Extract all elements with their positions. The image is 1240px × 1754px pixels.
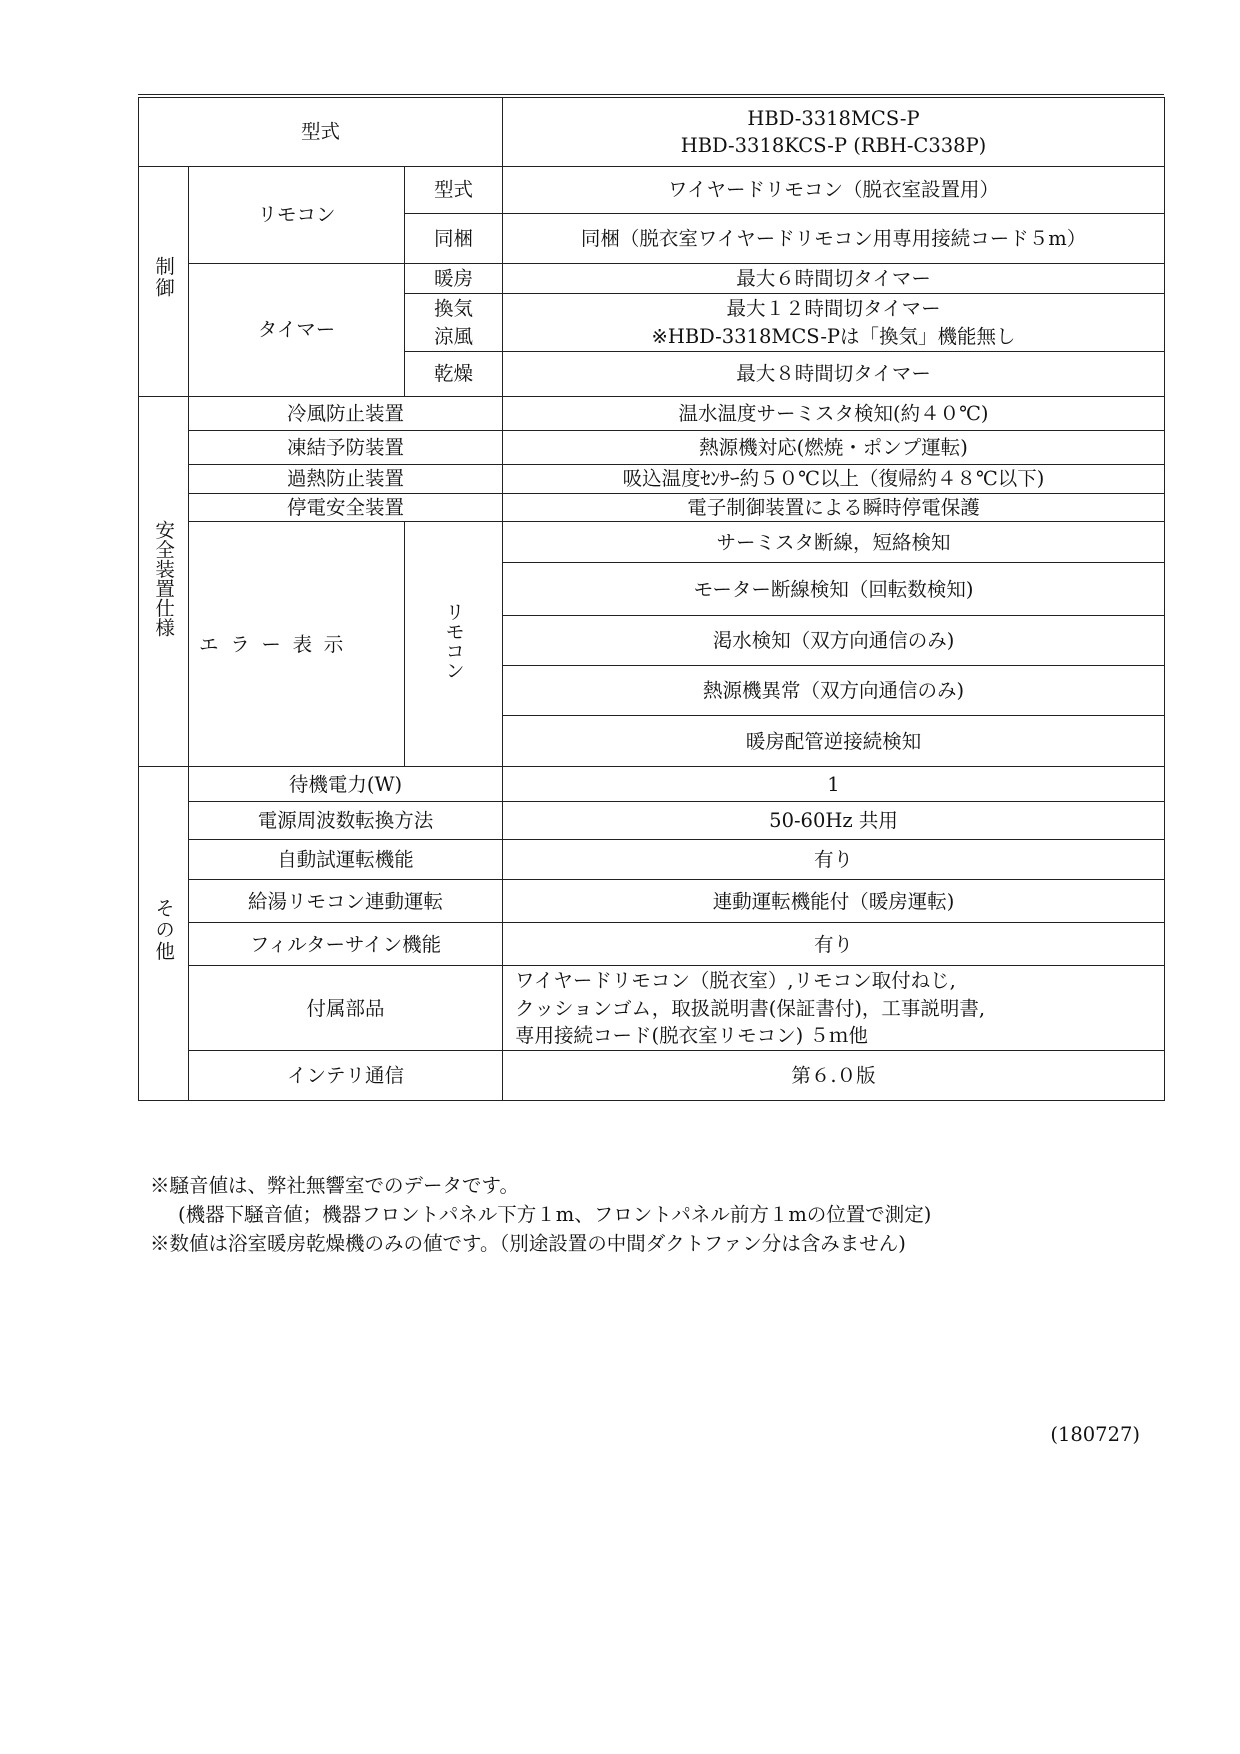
model-value-1: HBD-3318MCS-P xyxy=(747,106,920,130)
other-group-label xyxy=(139,767,189,1101)
timer-dry-label: 乾燥 xyxy=(405,352,503,397)
timer-vent-note: ※HBD-3318MCS-Pは「換気」機能無し xyxy=(651,324,1016,348)
safety-value: 熱源機対応(燃焼・ポンプ運転) xyxy=(503,431,1165,465)
error-item: 渇水検知（双方向通信のみ) xyxy=(503,616,1165,666)
interior-comm-label: インテリ通信 xyxy=(189,1051,503,1101)
table-row xyxy=(139,494,1165,522)
table-row xyxy=(139,767,1165,802)
table-row xyxy=(139,264,1165,294)
error-item: 暖房配管逆接続検知 xyxy=(503,716,1165,767)
error-display-label: エラー表示 xyxy=(189,522,405,767)
model-values xyxy=(503,98,1165,167)
control-group-text: 制御 xyxy=(152,256,176,300)
note-2: (機器下騒音値；機器フロントパネル下方１m、フロントパネル前方１mの位置で測定) xyxy=(178,1203,932,1226)
error-sub-text: リモコン xyxy=(442,601,466,680)
table-row xyxy=(139,431,1165,465)
other-value: 有り xyxy=(503,840,1165,880)
other-label: 自動試運転機能 xyxy=(189,840,503,880)
table-row xyxy=(139,167,1165,214)
model-row xyxy=(139,98,1165,167)
spec-table xyxy=(138,97,1165,1101)
other-value: 1 xyxy=(503,767,1165,802)
table-row xyxy=(139,802,1165,840)
other-label: 電源周波数転換方法 xyxy=(189,802,503,840)
other-value: 連動運転機能付（暖房運転) xyxy=(503,880,1165,923)
table-row xyxy=(139,880,1165,923)
timer-heating-value: 最大６時間切タイマー xyxy=(503,264,1165,294)
timer-label: タイマー xyxy=(189,264,405,397)
control-group-label xyxy=(139,167,189,397)
timer-vent-label: 換気 xyxy=(434,297,474,321)
other-label: フィルターサイン機能 xyxy=(189,923,503,966)
document-code: (180727) xyxy=(1050,1423,1140,1446)
timer-heating-label: 暖房 xyxy=(405,264,503,294)
table-top-rule xyxy=(138,94,1164,95)
other-label: 待機電力(W) xyxy=(189,767,503,802)
table-row xyxy=(139,1051,1165,1101)
timer-cool-label: 涼風 xyxy=(434,324,474,348)
note-3: ※数値は浴室暖房乾燥機のみの値です。（別途設置の中間ダクトファン分は含みません) xyxy=(150,1232,906,1255)
note-1: ※騒音値は、弊社無響室でのデータです。 xyxy=(150,1174,519,1197)
remote-label: リモコン xyxy=(189,167,405,264)
model-label: 型式 xyxy=(139,98,503,167)
remote-type-label: 型式 xyxy=(405,167,503,214)
safety-label: 凍結予防装置 xyxy=(189,431,503,465)
safety-group-label xyxy=(139,397,189,767)
timer-vent-values xyxy=(503,294,1165,352)
timer-vent-value: 最大１２時間切タイマー xyxy=(726,297,941,321)
error-item: モーター断線検知（回転数検知) xyxy=(503,563,1165,616)
accessories-value xyxy=(503,966,1165,1051)
model-value-2: HBD-3318KCS-P (RBH-C338P) xyxy=(680,134,987,157)
remote-bundle-label: 同梱 xyxy=(405,214,503,264)
safety-value: 温水温度サーミスタ検知(約４０℃) xyxy=(503,397,1165,431)
safety-value: 電子制御装置による瞬時停電保護 xyxy=(503,494,1165,522)
error-item: サーミスタ断線，短絡検知 xyxy=(503,522,1165,563)
table-row xyxy=(139,966,1165,1051)
accessories-line: 専用接続コード(脱衣室リモコン) ５ｍ他 xyxy=(515,1023,868,1047)
table-row xyxy=(139,923,1165,966)
safety-group-text: 安全装置仕様 xyxy=(152,519,176,637)
safety-value: 吸込温度ｾﾝｻｰ約５０℃以上（復帰約４８℃以下) xyxy=(503,465,1165,494)
timer-vent-labels xyxy=(405,294,503,352)
error-sub-label xyxy=(405,522,503,767)
other-value: 50-60Hz 共用 xyxy=(503,802,1165,840)
accessories-line: クッションゴム，取扱説明書(保証書付)，工事説明書, xyxy=(515,996,986,1020)
interior-comm-value: 第６.０版 xyxy=(503,1051,1165,1101)
error-item: 熱源機異常（双方向通信のみ) xyxy=(503,666,1165,716)
table-row xyxy=(139,397,1165,431)
remote-type-value: ワイヤードリモコン（脱衣室設置用） xyxy=(503,167,1165,214)
table-row xyxy=(139,465,1165,494)
safety-label: 冷風防止装置 xyxy=(189,397,503,431)
accessories-line: ワイヤードリモコン（脱衣室）,リモコン取付ねじ, xyxy=(515,969,956,993)
table-row xyxy=(139,840,1165,880)
other-group-text: その他 xyxy=(152,897,176,963)
remote-bundle-value: 同梱（脱衣室ワイヤードリモコン用専用接続コード５m） xyxy=(503,214,1165,264)
table-row xyxy=(139,522,1165,563)
timer-dry-value: 最大８時間切タイマー xyxy=(503,352,1165,397)
accessories-label: 付属部品 xyxy=(189,966,503,1051)
other-value: 有り xyxy=(503,923,1165,966)
safety-label: 過熱防止装置 xyxy=(189,465,503,494)
safety-label: 停電安全装置 xyxy=(189,494,503,522)
other-label: 給湯リモコン連動運転 xyxy=(189,880,503,923)
